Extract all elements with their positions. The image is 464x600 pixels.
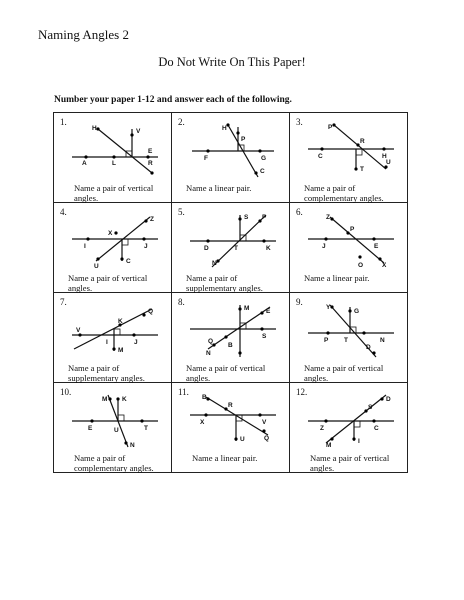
point-label: U <box>114 427 119 434</box>
point-label: H <box>222 125 227 132</box>
point-label: I <box>358 438 360 445</box>
point-label: I <box>84 243 86 250</box>
point-label: V <box>262 419 267 426</box>
point-label: C <box>260 168 265 175</box>
problem-number: 6. <box>296 207 303 217</box>
point-label: R <box>228 402 233 409</box>
point-label: Q <box>148 308 154 315</box>
problem-cell-4 <box>54 203 172 293</box>
point-label: Q <box>208 338 214 345</box>
point-label: D <box>366 344 371 351</box>
point-label: E <box>88 425 93 432</box>
point-label: M <box>118 347 124 354</box>
point-label: A <box>82 160 87 167</box>
point-label: P <box>324 337 329 344</box>
point-label: U <box>386 159 391 166</box>
problem-prompt: Name a pair of supplementary angles. <box>68 363 145 383</box>
problem-number: 2. <box>178 117 185 127</box>
angle-figure-2 <box>186 121 278 179</box>
problem-cell-11 <box>172 383 290 473</box>
point-label: V <box>76 327 81 334</box>
instructions: Number your paper 1-12 and answer each of the following. <box>54 95 292 105</box>
point-label: T <box>144 425 148 432</box>
problem-cell-6 <box>290 203 408 293</box>
problem-cell-12 <box>290 383 408 473</box>
point-label: Z <box>150 216 154 223</box>
problem-grid <box>53 112 408 473</box>
point-label: L <box>112 160 116 167</box>
angle-figure-5 <box>186 211 278 269</box>
point-label: D <box>204 245 209 252</box>
point-label: T <box>344 337 348 344</box>
point-label: K <box>118 318 123 325</box>
point-label: F <box>204 155 208 162</box>
angle-figure-1 <box>68 121 160 179</box>
angle-figure-9 <box>304 301 396 359</box>
problem-number: 3. <box>296 117 303 127</box>
point-label: T <box>234 245 238 252</box>
point-label: E <box>374 243 379 250</box>
problem-cell-5 <box>172 203 290 293</box>
point-label: P <box>241 136 246 143</box>
point-label: E <box>266 308 271 315</box>
problem-number: 7. <box>60 297 67 307</box>
point-label: M <box>102 396 108 403</box>
problem-cell-2 <box>172 113 290 203</box>
point-label: J <box>134 339 138 346</box>
problem-prompt: Name a pair of vertical angles. <box>304 363 384 383</box>
point-label: S <box>244 214 249 221</box>
problem-prompt: Name a linear pair. <box>304 273 370 283</box>
problem-prompt: Name a pair of vertical angles. <box>68 273 148 293</box>
problem-prompt: Name a pair of vertical angles. <box>74 183 154 203</box>
point-label: J <box>144 243 148 250</box>
problem-prompt: Name a pair of complementary angles. <box>304 183 384 203</box>
problem-number: 10. <box>60 387 72 397</box>
point-label: V <box>136 128 141 135</box>
point-label: Z <box>320 425 324 432</box>
point-label: C <box>126 258 131 265</box>
angle-figure-6 <box>304 211 396 269</box>
problem-number: 1. <box>60 117 67 127</box>
problem-number: 8. <box>178 297 185 307</box>
point-label: M <box>244 305 250 312</box>
point-label: P <box>328 124 333 131</box>
point-label: S <box>262 333 267 340</box>
angle-figure-4 <box>68 211 160 269</box>
point-label: G <box>354 308 360 315</box>
problem-cell-3 <box>290 113 408 203</box>
point-label: D <box>386 396 391 403</box>
worksheet-subtitle: Do Not Write On This Paper! <box>158 55 306 69</box>
problem-prompt: Name a pair of supplementary angles. <box>186 273 263 293</box>
angle-figure-12 <box>304 391 396 449</box>
point-label: P <box>262 214 267 221</box>
point-label: E <box>148 148 153 155</box>
point-label: X <box>382 262 387 269</box>
angle-figure-8 <box>186 301 278 359</box>
point-label: N <box>212 260 217 267</box>
point-label: G <box>261 155 267 162</box>
point-label: O <box>358 262 364 269</box>
point-label: H <box>92 125 97 132</box>
point-label: K <box>122 396 127 403</box>
point-label: R <box>360 138 365 145</box>
problem-prompt: Name a pair of complementary angles. <box>74 453 154 473</box>
point-label: N <box>206 350 211 357</box>
point-label: I <box>106 339 108 346</box>
point-label: M <box>326 442 332 449</box>
angle-figure-10 <box>68 391 160 449</box>
point-label: N <box>130 442 135 449</box>
point-label: C <box>318 153 323 160</box>
problem-number: 4. <box>60 207 67 217</box>
problem-prompt: Name a pair of vertical angles. <box>310 453 390 473</box>
problem-number: 12. <box>296 387 308 397</box>
point-label: J <box>322 243 326 250</box>
point-label: B <box>228 342 233 349</box>
problem-cell-9 <box>290 293 408 383</box>
point-label: Q <box>264 435 270 442</box>
angle-figure-11 <box>186 391 278 449</box>
point-label: S <box>368 404 373 411</box>
problem-cell-8 <box>172 293 290 383</box>
point-label: N <box>380 337 385 344</box>
problem-cell-7 <box>54 293 172 383</box>
point-label: U <box>94 263 99 270</box>
problem-cell-10 <box>54 383 172 473</box>
problem-prompt: Name a pair of vertical angles. <box>186 363 266 383</box>
point-label: Z <box>326 214 330 221</box>
problem-number: 5. <box>178 207 185 217</box>
worksheet-title: Naming Angles 2 <box>38 27 129 42</box>
point-label: R <box>148 160 153 167</box>
angle-figure-7 <box>68 301 160 359</box>
problem-prompt: Name a linear pair. <box>192 453 258 463</box>
point-label: U <box>240 436 245 443</box>
point-label: Y <box>326 304 331 311</box>
point-label: B <box>202 394 207 401</box>
problem-prompt: Name a linear pair. <box>186 183 252 193</box>
point-label: X <box>108 230 113 237</box>
problem-cell-1 <box>54 113 172 203</box>
point-label: C <box>374 425 379 432</box>
point-label: P <box>350 226 355 233</box>
point-label: X <box>200 419 205 426</box>
point-label: K <box>266 245 271 252</box>
problem-number: 11. <box>178 387 189 397</box>
angle-figure-3 <box>304 121 396 179</box>
point-label: H <box>382 153 387 160</box>
problem-number: 9. <box>296 297 303 307</box>
point-label: T <box>360 166 364 173</box>
